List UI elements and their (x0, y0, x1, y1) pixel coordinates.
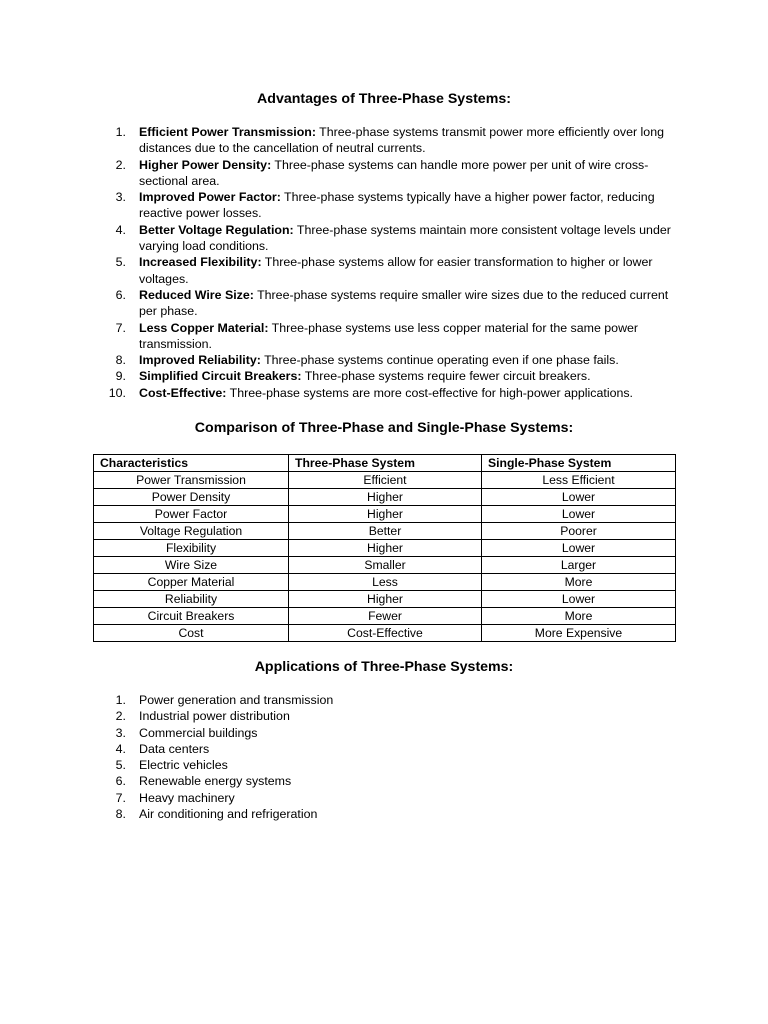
table-cell: Efficient (289, 472, 482, 489)
table-cell: Higher (289, 540, 482, 557)
item-text: Power generation and transmission (139, 693, 334, 707)
item-number: 1. (115, 693, 126, 707)
list-item (93, 385, 683, 401)
comparison-table (93, 454, 676, 642)
item-label: Improved Reliability: (139, 353, 261, 368)
item-number: 6. (115, 774, 126, 789)
item-text: Heavy machinery (139, 790, 235, 805)
item-number: 5. (115, 758, 126, 773)
item-number: 3. (115, 190, 126, 205)
item-label: Better Voltage Regulation: (139, 222, 294, 237)
table-header-row (94, 455, 676, 472)
table-row (94, 625, 676, 642)
list-item (93, 320, 683, 353)
table-cell: Smaller (289, 557, 482, 574)
item-text: Three-phase systems continue operating even if one phase fails. (260, 353, 619, 368)
table-row (94, 608, 676, 625)
item-label: Simplified Circuit Breakers: (139, 369, 302, 384)
item-text: Industrial power distribution (139, 709, 290, 724)
table-cell: Power Transmission (94, 472, 289, 489)
table-row (94, 591, 676, 608)
table-cell: Flexibility (94, 540, 289, 557)
item-number: 6. (115, 287, 126, 302)
table-cell: Circuit Breakers (94, 608, 289, 625)
item-text: Three-phase systems allow for easier transformation to higher or lower voltages. (139, 255, 653, 286)
item-text: Three-phase systems are more cost-effective for high-power applications. (226, 385, 633, 400)
item-text: Data centers (139, 741, 210, 756)
item-number: 1. (115, 125, 126, 139)
table-cell: Wire Size (94, 557, 289, 574)
table-cell: More (482, 574, 676, 591)
table-row (94, 472, 676, 489)
list-item (93, 708, 683, 724)
table-row (94, 557, 676, 574)
list-item (93, 757, 683, 773)
item-number: 2. (115, 157, 126, 172)
applications-list (93, 692, 683, 822)
item-label: Reduced Wire Size: (139, 287, 254, 302)
item-number: 2. (115, 709, 126, 724)
list-item (93, 352, 683, 368)
table-row (94, 489, 676, 506)
item-text: Electric vehicles (139, 758, 228, 773)
list-item (93, 773, 683, 789)
column-header: Single-Phase System (482, 455, 676, 472)
table-cell: Lower (482, 489, 676, 506)
item-number: 8. (115, 807, 126, 822)
table-cell: Cost-Effective (289, 625, 482, 642)
item-label: Increased Flexibility: (139, 255, 262, 270)
item-text: Renewable energy systems (139, 774, 292, 789)
item-text: Three-phase systems can handle more power per unit of wire cross-sectional area. (139, 157, 649, 188)
list-item (93, 189, 683, 222)
list-item (93, 287, 683, 320)
applications-heading: Applications of Three-Phase Systems: (254, 659, 514, 675)
item-text: Three-phase systems maintain more consistent voltage levels under varying load conditions. (139, 222, 671, 254)
item-text: Three-phase systems use less copper material for the same power transmission. (139, 320, 639, 351)
item-number: 4. (115, 222, 126, 237)
table-row (94, 574, 676, 591)
table-cell: Less Efficient (482, 472, 676, 489)
list-item (93, 692, 683, 708)
table-cell: Poorer (482, 523, 676, 540)
list-item (93, 124, 683, 157)
list-item (93, 157, 683, 190)
table-row (94, 540, 676, 557)
item-number: 10. (108, 385, 126, 400)
item-number: 7. (115, 320, 126, 335)
list-item (93, 806, 683, 822)
item-label: Improved Power Factor: (139, 190, 281, 205)
advantages-list (93, 124, 683, 401)
item-text: Three-phase systems require smaller wire sizes due to the reduced current per phase. (139, 287, 669, 319)
table-row (94, 506, 676, 523)
list-item (93, 222, 683, 255)
table-cell: Lower (482, 540, 676, 557)
table-cell: Higher (289, 506, 482, 523)
column-header: Characteristics (94, 455, 289, 472)
item-text: Air conditioning and refrigeration (139, 807, 318, 822)
table-cell: Lower (482, 591, 676, 608)
item-number: 5. (115, 255, 126, 270)
list-item (93, 254, 683, 287)
item-text: Three-phase systems transmit power more efficiently over long distances due to the cancellation of neutral currents. (139, 125, 664, 156)
item-text: Three-phase systems require fewer circuit breakers. (301, 369, 591, 384)
table-cell: Higher (289, 591, 482, 608)
table-cell: Better (289, 523, 482, 540)
item-text: Three-phase systems typically have a higher power factor, reducing reactive power losses. (139, 190, 655, 221)
list-item (93, 790, 683, 806)
table-cell: Power Factor (94, 506, 289, 523)
list-item (93, 725, 683, 741)
item-text: Commercial buildings (139, 725, 258, 740)
item-number: 7. (115, 790, 126, 805)
item-label: Less Copper Material: (139, 320, 269, 335)
list-item (93, 368, 683, 384)
table-cell: Copper Material (94, 574, 289, 591)
table-row (94, 523, 676, 540)
advantages-heading: Advantages of Three-Phase Systems: (257, 91, 511, 107)
table-cell: Power Density (94, 489, 289, 506)
table-cell: Larger (482, 557, 676, 574)
item-label: Efficient Power Transmission: (139, 125, 316, 139)
item-number: 9. (115, 369, 126, 384)
item-number: 4. (115, 741, 126, 756)
comparison-heading: Comparison of Three-Phase and Single-Phase Systems: (194, 420, 574, 436)
table-cell: Fewer (289, 608, 482, 625)
table-cell: Less (289, 574, 482, 591)
item-number: 3. (115, 725, 126, 740)
item-label: Higher Power Density: (139, 157, 272, 172)
table-cell: More Expensive (482, 625, 676, 642)
table-cell: Cost (94, 625, 289, 642)
item-number: 8. (115, 353, 126, 368)
column-header: Three-Phase System (289, 455, 482, 472)
table-cell: Reliability (94, 591, 289, 608)
table-cell: More (482, 608, 676, 625)
table-cell: Higher (289, 489, 482, 506)
table-cell: Lower (482, 506, 676, 523)
item-label: Cost-Effective: (139, 385, 227, 400)
list-item (93, 741, 683, 757)
table-cell: Voltage Regulation (94, 523, 289, 540)
